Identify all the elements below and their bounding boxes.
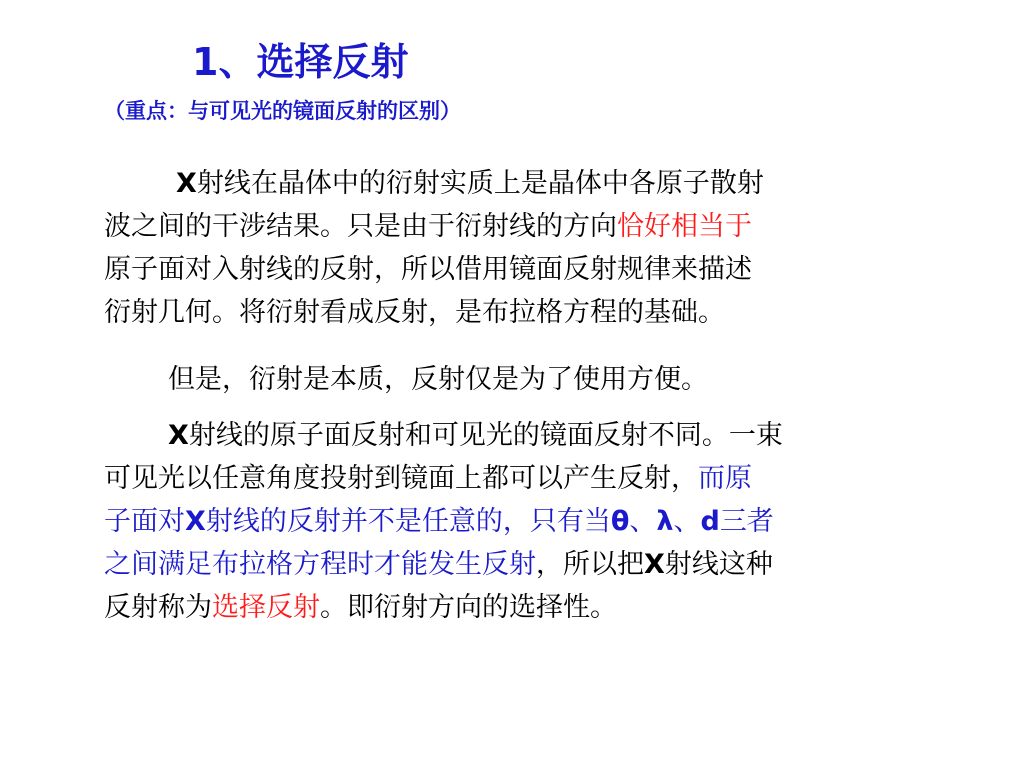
theta-symbol: θ <box>610 506 630 537</box>
highlight-blue-text: 而原 <box>698 463 752 494</box>
text-span: 射线的反射并不是任意的，只有当 <box>205 506 611 537</box>
text-span: 反射称为 <box>104 592 212 623</box>
separator: 、 <box>629 506 657 537</box>
paragraph-selective-reflection <box>104 414 954 629</box>
slide-title: 1、选择反射 <box>192 40 409 84</box>
paragraph-line <box>104 457 954 500</box>
text-span: 射线的原子面反射和可见光的镜面反射不同。一束 <box>188 420 783 451</box>
paragraph-line: 但是，衍射是本质，反射仅是为了使用方便。 <box>168 364 708 395</box>
paragraph-line <box>104 162 954 205</box>
text-span: 可见光以任意角度投射到镜面上都可以产生反射， <box>104 463 698 494</box>
d-symbol: d <box>700 506 720 537</box>
paragraph-line <box>104 543 954 586</box>
x-ray-symbol: X <box>644 549 665 580</box>
paragraph-diffraction-as-reflection <box>104 162 954 334</box>
paragraph-line <box>104 586 954 629</box>
highlight-red-text: 选择反射 <box>212 592 320 623</box>
lambda-symbol: λ <box>656 506 674 537</box>
text-span: ，所以把 <box>536 549 644 580</box>
highlight-blue-text: 之间满足布拉格方程时才能发生反射 <box>104 549 536 580</box>
slide-subtitle: （重点：与可见光的镜面反射的区别） <box>104 99 461 123</box>
text-span: 射线这种 <box>664 549 773 580</box>
text-span: 三者 <box>719 506 774 537</box>
paragraph-line: 衍射几何。将衍射看成反射，是布拉格方程的基础。 <box>104 297 725 328</box>
x-ray-symbol: X <box>168 420 189 451</box>
paragraph-line <box>104 500 954 543</box>
text-span: 波之间的干涉结果。只是由于衍射线的方向 <box>104 211 617 242</box>
text-span: 子面对 <box>104 506 185 537</box>
paragraph-line <box>104 205 954 248</box>
highlight-red-text: 恰好相当于 <box>617 211 752 242</box>
paragraph-essence <box>104 358 954 401</box>
paragraph-line: 原子面对入射线的反射，所以借用镜面反射规律来描述 <box>104 254 752 285</box>
text-span: 射线在晶体中的衍射实质上是晶体中各原子散射 <box>196 168 764 199</box>
separator: 、 <box>673 506 701 537</box>
paragraph-line <box>104 414 954 457</box>
x-ray-symbol: X <box>176 168 197 199</box>
x-ray-symbol: X <box>185 506 206 537</box>
text-span: 。即衍射方向的选择性。 <box>320 592 617 623</box>
